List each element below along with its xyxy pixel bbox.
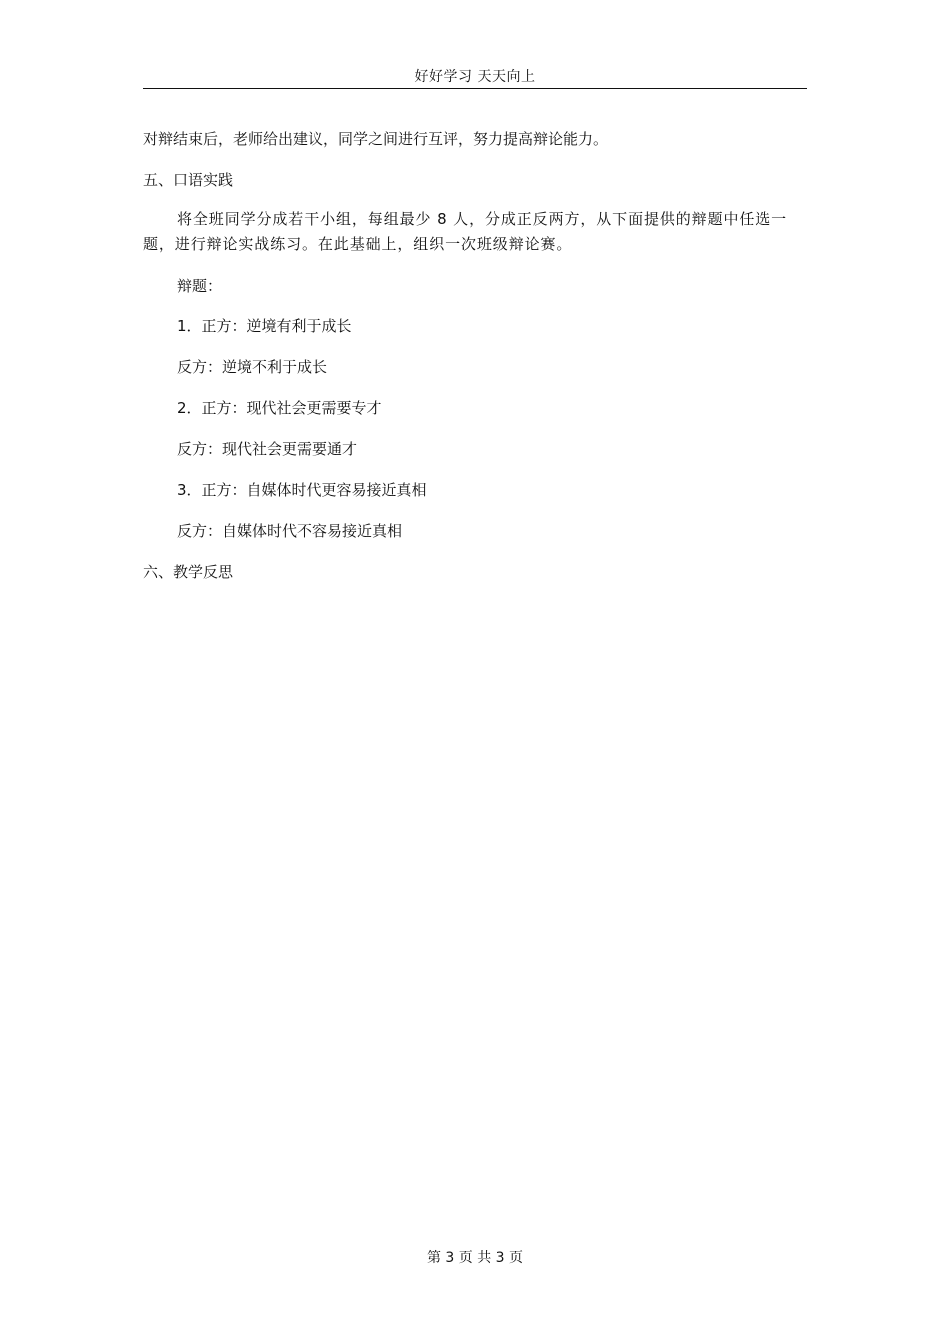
topic-2-con: 反方：现代社会更需要通才 [177,440,358,458]
topic-3-con: 反方：自媒体时代不容易接近真相 [177,522,403,540]
page-footer: 第 3 页 共 3 页 [426,1250,524,1266]
section-heading-teaching-reflection: 六、教学反思 [143,563,234,581]
topic-2-pro: 2．正方：现代社会更需要专才 [177,399,382,417]
section-heading-oral-practice: 五、口语实践 [143,171,234,189]
page-header: 好好学习 天天向上 [414,69,536,85]
paragraph-peer-review: 对辩结束后，老师给出建议，同学之间进行互评，努力提高辩论能力。 [143,130,609,148]
topic-1-con: 反方：逆境不利于成长 [177,358,328,376]
paragraph-group-debate: 将全班同学分成若干小组，每组最少 8 人，分成正反两方，从下面提供的辩题中任选一题，进行辩论实战练习。在此基础上，组织一次班级辩论赛。 [143,210,788,253]
topic-1-pro: 1．正方：逆境有利于成长 [177,317,352,335]
topic-3-pro: 3．正方：自媒体时代更容易接近真相 [177,481,427,499]
header-divider [143,88,807,89]
topics-label: 辩题： [177,277,223,295]
